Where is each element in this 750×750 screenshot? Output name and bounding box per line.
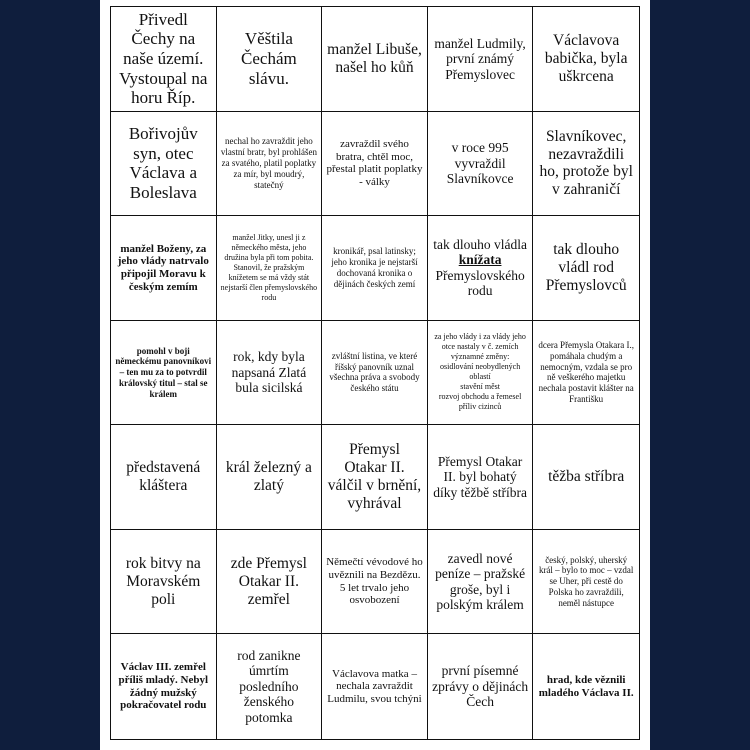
card-cell — [217, 216, 323, 321]
card-text: zvláštní listina, ve které říšský panovník uznal všechna práva a svobody českého státu — [329, 350, 420, 394]
card-text: král železný a zlatý — [225, 459, 312, 495]
card-cell — [428, 425, 534, 530]
card-cell — [428, 216, 534, 321]
card-cell — [533, 530, 639, 635]
card-cell — [533, 425, 639, 530]
card-text: Václavova matka – nechala zavraždit Ludmilu, svou tchýni — [327, 667, 422, 706]
card-text: manžel Ludmily, první známý Přemyslovec — [434, 35, 526, 82]
card-cell — [533, 7, 639, 112]
card-text: nechal ho zavraždit jeho vlastní bratr, byl prohlášen za svatého, platil poplatky za mír, byl moudrý, statečný — [220, 136, 317, 190]
card-cell — [322, 425, 428, 530]
card-text: pomohl v boji německému panovníkovi – ten mu za to potvrdil královský titul – stal se králem — [115, 345, 212, 399]
card-text: manžel Libuše, našel ho kůň — [327, 40, 422, 76]
card-cell — [111, 7, 217, 112]
card-text-line: stavění měst — [460, 382, 500, 392]
card-cell — [533, 634, 639, 739]
card-cell — [428, 634, 534, 739]
card-cell — [428, 112, 534, 217]
card-text: Bořivojův syn, otec Václava a Boleslava — [128, 124, 198, 202]
card-cell — [322, 530, 428, 635]
card-text: hrad, kde věznili mladého Václava II. — [538, 674, 634, 699]
card-cell — [533, 216, 639, 321]
card-cell — [111, 634, 217, 739]
card-text: český, polský, uherský král – bylo to moc – vzdal se Uher, při cestě do Polska ho zavraždili, neměl nástupce — [538, 554, 634, 608]
card-text: Němečtí vévodové ho uvěznili na Bezdězu. 5 let trvalo jeho osvobození — [326, 556, 423, 607]
card-cell — [322, 634, 428, 739]
card-text: rok, kdy byla napsaná Zlatá bula sicilská — [231, 349, 307, 396]
card-cell — [533, 112, 639, 217]
card-text: rod zanikne úmrtím posledního ženského potomka — [237, 647, 301, 725]
card-text: Přemysl Otakar II. válčil v brnění, vyhrával — [327, 441, 422, 512]
card-cell — [428, 321, 534, 426]
card-cell — [322, 321, 428, 426]
bingo-sheet — [100, 0, 650, 750]
card-cell — [217, 530, 323, 635]
card-text: zavedl nové peníze – pražské groše, byl i polským králem — [435, 550, 526, 613]
card-text: v roce 995 vyvraždil Slavníkovce — [446, 140, 514, 187]
card-text: první písemné zprávy o dějinách Čech — [432, 663, 529, 710]
card-cell — [217, 425, 323, 530]
card-text-line: za jeho vlády i za vlády jeho otce nastaly v č. zemích významné změny: — [434, 332, 526, 362]
card-text-line: příliv cizinců — [458, 402, 502, 412]
card-text: dcera Přemysla Otakara I., pomáhala chudým a nemocným, vzdala se pro ně veškerého majetku nechala postavit klášter na Františku — [538, 340, 635, 405]
card-text: Přivedl Čechy na naše území. Vystoupal na horu Říp. — [119, 9, 208, 108]
card-text-line: osidlování neobydlených oblastí — [439, 362, 521, 382]
card-text: Přemysl Otakar II. byl bohatý díky těžbě stříbra — [433, 453, 527, 500]
card-text-line: rozvoj obchodu a řemesel — [438, 392, 522, 402]
card-cell — [111, 112, 217, 217]
card-text: manžel Boženy, za jeho vlády natrvalo připojil Moravu k českým zemím — [117, 242, 209, 293]
card-text: rok bitvy na Moravském poli — [125, 554, 201, 608]
card-text — [432, 332, 529, 412]
card-text: Václav III. zemřel příliš mladý. Nebyl žádný mužský pokračovatel rodu — [118, 661, 209, 712]
card-text-part: Přemyslovského rodu — [435, 267, 525, 299]
card-text-part: tak dlouho vládla — [433, 236, 527, 252]
card-text: Slavníkovec, nezavraždili ho, protože byl v zahraničí — [539, 127, 633, 199]
card-text: kronikář, psal latinsky; jeho kronika je nejstarší dochovaná kronika o dějinách českých zemí — [331, 246, 418, 289]
card-cell — [217, 112, 323, 217]
card-cell — [111, 321, 217, 426]
card-text: zavraždil svého bratra, chtěl moc, přestal platit poplatky - války — [326, 138, 423, 188]
card-text: manžel Jitky, unesl ji z německého města, jeho družina byla při tom pobita. Stanovil, že pražským knížetem se má vždy stát nejstarší člen přemyslovského rodu — [220, 232, 318, 302]
card-cell — [533, 321, 639, 426]
card-cell — [217, 634, 323, 739]
card-cell — [217, 321, 323, 426]
card-cell — [428, 530, 534, 635]
card-text-highlight: knížata — [458, 252, 502, 268]
card-cell — [428, 7, 534, 112]
card-cell — [111, 530, 217, 635]
card-cell — [217, 7, 323, 112]
card-grid — [110, 6, 640, 740]
card-text: zde Přemysl Otakar II. zemřel — [230, 554, 307, 608]
card-cell — [111, 425, 217, 530]
card-cell — [322, 112, 428, 217]
card-text — [432, 237, 529, 299]
card-cell — [111, 216, 217, 321]
card-cell — [322, 216, 428, 321]
card-text: představená kláštera — [126, 459, 201, 495]
card-text: těžba stříbra — [548, 468, 625, 486]
card-text: tak dlouho vládl rod Přemyslovců — [545, 241, 627, 294]
card-text: Václavova babička, byla uškrcena — [544, 32, 628, 85]
card-cell — [322, 7, 428, 112]
card-text: Věštila Čechám slávu. — [241, 29, 297, 88]
